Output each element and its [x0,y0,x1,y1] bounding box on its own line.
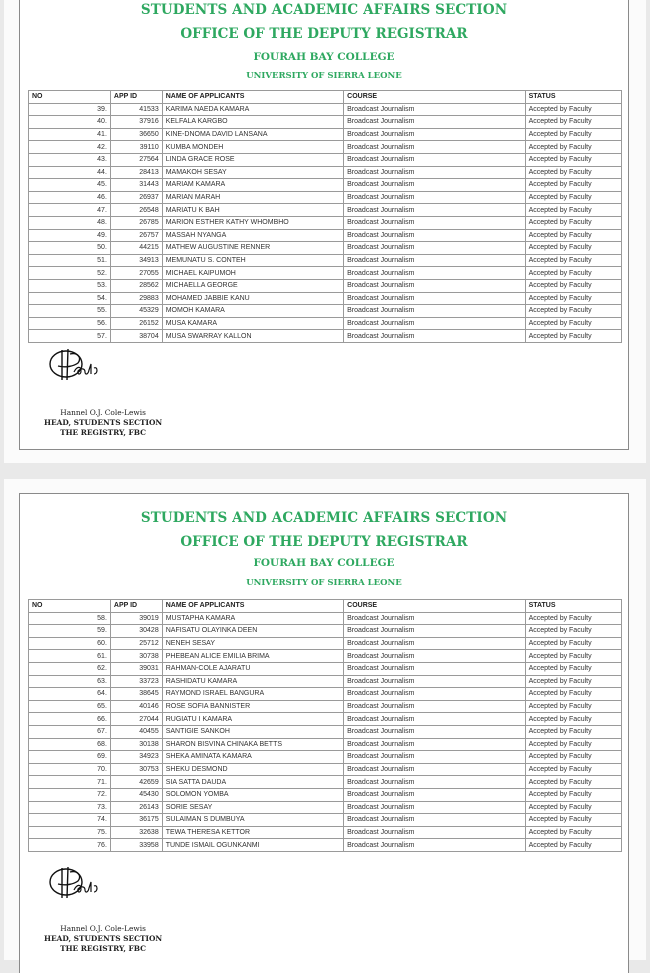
table-row [29,763,622,776]
applicant-name: SHEKU DESMOND [162,763,343,776]
app-id: 37916 [110,116,162,129]
signature-icon [48,346,118,384]
app-id: 34923 [110,751,162,764]
table-row [29,267,622,280]
table-row [29,788,622,801]
app-id: 28562 [110,279,162,292]
course: Broadcast Journalism [344,763,525,776]
row-number: 67. [29,725,111,738]
row-number: 76. [29,839,111,852]
row-number: 40. [29,116,111,129]
table-row [29,637,622,650]
table-row [29,675,622,688]
status: Accepted by Faculty [525,254,621,267]
col-status: STATUS [525,600,621,613]
row-number: 41. [29,128,111,141]
row-number: 71. [29,776,111,789]
table-row [29,229,622,242]
row-number: 59. [29,625,111,638]
applicant-name: MARIAM KAMARA [162,179,343,192]
row-number: 61. [29,650,111,663]
row-number: 65. [29,700,111,713]
row-number: 60. [29,637,111,650]
row-number: 42. [29,141,111,154]
course: Broadcast Journalism [344,688,525,701]
course: Broadcast Journalism [344,625,525,638]
app-id: 25712 [110,637,162,650]
app-id: 26548 [110,204,162,217]
signatory-title: HEAD, STUDENTS SECTION [44,934,163,943]
app-id: 27564 [110,153,162,166]
college-title: FOURAH BAY COLLEGE [253,557,395,569]
course: Broadcast Journalism [344,204,525,217]
signatory-office: THE REGISTRY, FBC [60,944,147,953]
course: Broadcast Journalism [344,179,525,192]
applicants-table [28,599,622,852]
table-row [29,216,622,229]
row-number: 69. [29,751,111,764]
status: Accepted by Faculty [525,216,621,229]
status: Accepted by Faculty [525,763,621,776]
status: Accepted by Faculty [525,725,621,738]
signature-icon [48,864,118,902]
status: Accepted by Faculty [525,128,621,141]
status: Accepted by Faculty [525,713,621,726]
table-row [29,204,622,217]
table-row [29,166,622,179]
applicant-name: MATHEW AUGUSTINE RENNER [162,242,343,255]
applicant-name: SHARON BISVINA CHINAKA BETTS [162,738,343,751]
course: Broadcast Journalism [344,279,525,292]
row-number: 63. [29,675,111,688]
app-id: 39110 [110,141,162,154]
office-title: OFFICE OF THE DEPUTY REGISTRAR [180,534,468,550]
table-row [29,128,622,141]
col-name: NAME OF APPLICANTS [162,600,343,613]
table-row [29,317,622,330]
row-number: 55. [29,305,111,318]
app-id: 28413 [110,166,162,179]
row-number: 53. [29,279,111,292]
col-name: NAME OF APPLICANTS [162,91,343,104]
course: Broadcast Journalism [344,229,525,242]
course: Broadcast Journalism [344,317,525,330]
status: Accepted by Faculty [525,612,621,625]
applicant-name: MICHAELLA GEORGE [162,279,343,292]
app-id: 27055 [110,267,162,280]
course: Broadcast Journalism [344,267,525,280]
applicant-name: NAFISATU OLAYINKA DEEN [162,625,343,638]
table-row [29,103,622,116]
applicant-name: SORIE SESAY [162,801,343,814]
applicant-name: MOMOH KAMARA [162,305,343,318]
status: Accepted by Faculty [525,839,621,852]
row-number: 73. [29,801,111,814]
applicant-name: MEMUNATU S. CONTEH [162,254,343,267]
status: Accepted by Faculty [525,242,621,255]
table-row [29,814,622,827]
applicant-name: MARIAN MARAH [162,191,343,204]
row-number: 51. [29,254,111,267]
row-number: 74. [29,814,111,827]
course: Broadcast Journalism [344,153,525,166]
row-number: 46. [29,191,111,204]
app-id: 42659 [110,776,162,789]
course: Broadcast Journalism [344,292,525,305]
applicant-name: MAMAKOH SESAY [162,166,343,179]
app-id: 34913 [110,254,162,267]
app-id: 32638 [110,826,162,839]
course: Broadcast Journalism [344,637,525,650]
course: Broadcast Journalism [344,839,525,852]
status: Accepted by Faculty [525,637,621,650]
course: Broadcast Journalism [344,103,525,116]
row-number: 45. [29,179,111,192]
status: Accepted by Faculty [525,317,621,330]
table-row [29,801,622,814]
table-row [29,751,622,764]
app-id: 26937 [110,191,162,204]
table-row [29,725,622,738]
document-page-2 [4,479,646,960]
course: Broadcast Journalism [344,128,525,141]
app-id: 30138 [110,738,162,751]
applicant-name: SANTIGIE SANKOH [162,725,343,738]
applicant-name: RAYMOND ISRAEL BANGURA [162,688,343,701]
row-number: 72. [29,788,111,801]
table-row [29,141,622,154]
row-number: 44. [29,166,111,179]
app-id: 30753 [110,763,162,776]
document-page-1 [4,0,646,463]
course: Broadcast Journalism [344,662,525,675]
course: Broadcast Journalism [344,166,525,179]
table-row [29,713,622,726]
status: Accepted by Faculty [525,191,621,204]
status: Accepted by Faculty [525,814,621,827]
applicant-name: SHEKA AMINATA KAMARA [162,751,343,764]
office-title: OFFICE OF THE DEPUTY REGISTRAR [180,26,468,42]
app-id: 31443 [110,179,162,192]
table-row [29,776,622,789]
table-row [29,826,622,839]
table-row [29,191,622,204]
status: Accepted by Faculty [525,738,621,751]
course: Broadcast Journalism [344,612,525,625]
applicant-name: TUNDE ISMAIL OGUNKANMI [162,839,343,852]
status: Accepted by Faculty [525,788,621,801]
college-title: FOURAH BAY COLLEGE [253,51,395,63]
status: Accepted by Faculty [525,650,621,663]
applicant-name: PHEBEAN ALICE EMILIA BRIMA [162,650,343,663]
applicant-name: RUGIATU I KAMARA [162,713,343,726]
applicant-name: ROSE SOFIA BANNISTER [162,700,343,713]
applicant-name: SIA SATTA DAUDA [162,776,343,789]
table-row [29,700,622,713]
status: Accepted by Faculty [525,116,621,129]
app-id: 26785 [110,216,162,229]
app-id: 39019 [110,612,162,625]
app-id: 40146 [110,700,162,713]
row-number: 62. [29,662,111,675]
col-app-id: APP ID [110,91,162,104]
university-title: UNIVERSITY OF SIERRA LEONE [246,71,402,81]
row-number: 47. [29,204,111,217]
course: Broadcast Journalism [344,254,525,267]
page-frame [19,0,629,450]
applicant-name: KARIMA NAEDA KAMARA [162,103,343,116]
row-number: 58. [29,612,111,625]
app-id: 26143 [110,801,162,814]
status: Accepted by Faculty [525,776,621,789]
status: Accepted by Faculty [525,801,621,814]
row-number: 50. [29,242,111,255]
course: Broadcast Journalism [344,700,525,713]
section-title: STUDENTS AND ACADEMIC AFFAIRS SECTION [140,2,508,18]
row-number: 52. [29,267,111,280]
applicant-name: TEWA THERESA KETTOR [162,826,343,839]
course: Broadcast Journalism [344,814,525,827]
col-status: STATUS [525,91,621,104]
app-id: 33958 [110,839,162,852]
app-id: 39031 [110,662,162,675]
status: Accepted by Faculty [525,279,621,292]
row-number: 56. [29,317,111,330]
table-row [29,688,622,701]
applicant-name: RAHMAN-COLE AJARATU [162,662,343,675]
course: Broadcast Journalism [344,242,525,255]
status: Accepted by Faculty [525,103,621,116]
app-id: 26757 [110,229,162,242]
status: Accepted by Faculty [525,826,621,839]
app-id: 44215 [110,242,162,255]
app-id: 38645 [110,688,162,701]
table-row [29,612,622,625]
applicant-name: KUMBA MONDEH [162,141,343,154]
table-row [29,305,622,318]
app-id: 29883 [110,292,162,305]
course: Broadcast Journalism [344,776,525,789]
table-row [29,292,622,305]
university-title: UNIVERSITY OF SIERRA LEONE [246,578,402,588]
status: Accepted by Faculty [525,700,621,713]
applicant-name: RASHIDATU KAMARA [162,675,343,688]
col-no: NO [29,91,111,104]
applicant-name: MUSA SWARRAY KALLON [162,330,343,343]
signatory-office: THE REGISTRY, FBC [60,428,147,437]
table-row [29,839,622,852]
app-id: 40455 [110,725,162,738]
table-row [29,242,622,255]
signatory-block [44,408,162,438]
status: Accepted by Faculty [525,625,621,638]
app-id: 41533 [110,103,162,116]
applicant-name: MASSAH NYANGA [162,229,343,242]
app-id: 30428 [110,625,162,638]
status: Accepted by Faculty [525,751,621,764]
status: Accepted by Faculty [525,179,621,192]
applicant-name: MARION ESTHER KATHY WHOMBHO [162,216,343,229]
signatory-name: Hannel O.J. Cole-Lewis [60,408,146,417]
row-number: 39. [29,103,111,116]
table-row [29,662,622,675]
table-row [29,153,622,166]
status: Accepted by Faculty [525,267,621,280]
row-number: 43. [29,153,111,166]
row-number: 75. [29,826,111,839]
course: Broadcast Journalism [344,713,525,726]
status: Accepted by Faculty [525,141,621,154]
course: Broadcast Journalism [344,305,525,318]
row-number: 68. [29,738,111,751]
app-id: 36650 [110,128,162,141]
app-id: 33723 [110,675,162,688]
applicant-name: SULAIMAN S DUMBUYA [162,814,343,827]
app-id: 26152 [110,317,162,330]
course: Broadcast Journalism [344,788,525,801]
app-id: 38704 [110,330,162,343]
status: Accepted by Faculty [525,662,621,675]
row-number: 57. [29,330,111,343]
status: Accepted by Faculty [525,153,621,166]
section-title: STUDENTS AND ACADEMIC AFFAIRS SECTION [140,510,508,526]
table-row [29,254,622,267]
signatory-title: HEAD, STUDENTS SECTION [44,418,163,427]
col-app-id: APP ID [110,600,162,613]
col-course: COURSE [344,600,525,613]
page-frame [19,493,629,973]
app-id: 27044 [110,713,162,726]
applicant-name: MARIATU K BAH [162,204,343,217]
applicant-name: KELFALA KARGBO [162,116,343,129]
applicants-table [28,90,622,343]
status: Accepted by Faculty [525,675,621,688]
status: Accepted by Faculty [525,204,621,217]
applicant-name: NENEH SESAY [162,637,343,650]
applicant-name: KINE-DNOMA DAVID LANSANA [162,128,343,141]
row-number: 48. [29,216,111,229]
table-header-row [29,91,622,104]
course: Broadcast Journalism [344,751,525,764]
table-row [29,330,622,343]
applicant-name: MUSA KAMARA [162,317,343,330]
table-row [29,116,622,129]
table-row [29,279,622,292]
col-course: COURSE [344,91,525,104]
app-id: 30738 [110,650,162,663]
app-id: 45329 [110,305,162,318]
table-row [29,179,622,192]
status: Accepted by Faculty [525,305,621,318]
row-number: 54. [29,292,111,305]
row-number: 49. [29,229,111,242]
course: Broadcast Journalism [344,141,525,154]
status: Accepted by Faculty [525,330,621,343]
course: Broadcast Journalism [344,330,525,343]
signatory-block [44,924,162,954]
applicant-name: MICHAEL KAIPUMOH [162,267,343,280]
app-id: 36175 [110,814,162,827]
row-number: 64. [29,688,111,701]
course: Broadcast Journalism [344,738,525,751]
status: Accepted by Faculty [525,229,621,242]
course: Broadcast Journalism [344,116,525,129]
row-number: 70. [29,763,111,776]
course: Broadcast Journalism [344,675,525,688]
table-row [29,625,622,638]
applicant-name: LINDA GRACE ROSE [162,153,343,166]
table-row [29,738,622,751]
row-number: 66. [29,713,111,726]
course: Broadcast Journalism [344,216,525,229]
status: Accepted by Faculty [525,688,621,701]
course: Broadcast Journalism [344,725,525,738]
table-row [29,650,622,663]
applicant-name: SOLOMON YOMBA [162,788,343,801]
status: Accepted by Faculty [525,292,621,305]
col-no: NO [29,600,111,613]
applicant-name: MUSTAPHA KAMARA [162,612,343,625]
status: Accepted by Faculty [525,166,621,179]
course: Broadcast Journalism [344,801,525,814]
course: Broadcast Journalism [344,826,525,839]
course: Broadcast Journalism [344,650,525,663]
applicant-name: MOHAMED JABBIE KANU [162,292,343,305]
signatory-name: Hannel O.J. Cole-Lewis [60,924,146,933]
app-id: 45430 [110,788,162,801]
course: Broadcast Journalism [344,191,525,204]
table-header-row [29,600,622,613]
